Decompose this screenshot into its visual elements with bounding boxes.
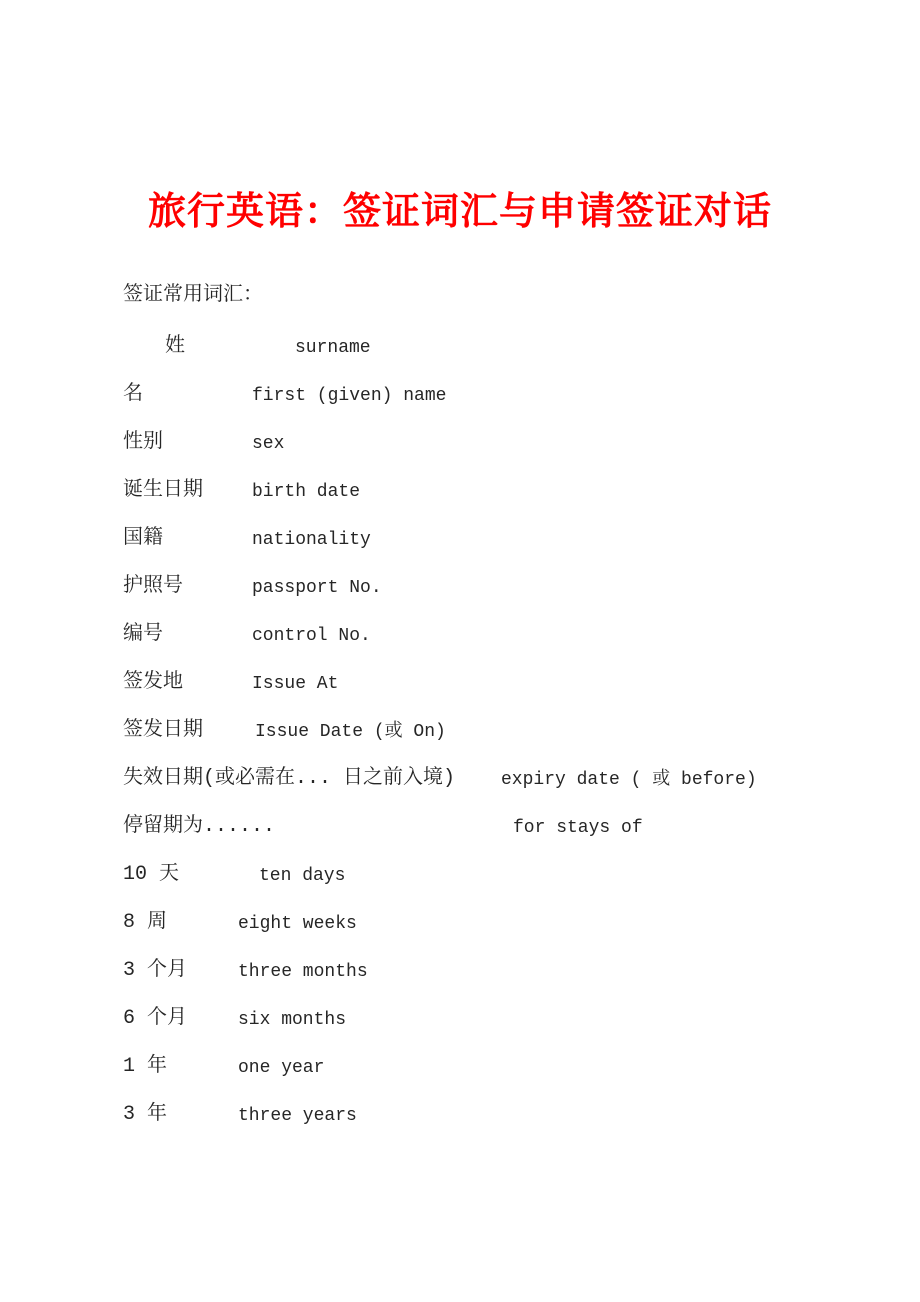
- term-en: Issue At: [252, 674, 339, 694]
- term-zh: 性别: [123, 431, 163, 454]
- vocab-row: [0, 528, 920, 576]
- vocab-row: [0, 480, 920, 528]
- vocab-row: [0, 816, 920, 864]
- vocab-row: [0, 384, 920, 432]
- term-zh: 签发日期: [123, 719, 203, 742]
- vocab-row: [0, 960, 920, 1008]
- vocab-row: [0, 1056, 920, 1104]
- term-zh: 姓: [165, 335, 185, 358]
- term-zh: 国籍: [123, 527, 163, 550]
- section-heading: 签证常用词汇：: [123, 284, 263, 307]
- term-en: passport No.: [252, 578, 382, 598]
- term-zh: 8 周: [123, 911, 168, 934]
- vocab-row: [0, 672, 920, 720]
- vocab-row: [0, 1104, 920, 1152]
- term-zh: 失效日期(或必需在... 日之前入境): [123, 767, 456, 790]
- term-en: expiry date ( 或 before): [501, 770, 757, 790]
- term-zh: 6 个月: [123, 1007, 188, 1030]
- term-en: six months: [238, 1010, 347, 1030]
- term-en: birth date: [252, 482, 361, 502]
- vocab-row: [0, 336, 920, 384]
- vocab-row: [0, 720, 920, 768]
- term-en: first (given) name: [252, 386, 447, 406]
- term-en: sex: [252, 434, 285, 454]
- term-zh: 诞生日期: [123, 479, 203, 502]
- term-en: nationality: [252, 530, 371, 550]
- vocab-row: [0, 1008, 920, 1056]
- term-en: ten days: [259, 866, 346, 886]
- term-zh: 护照号: [123, 575, 183, 598]
- term-en: Issue Date (或 On): [255, 722, 446, 742]
- term-zh: 编号: [123, 623, 163, 646]
- term-zh: 1 年: [123, 1055, 168, 1078]
- page-title: 旅行英语：签证词汇与申请签证对话: [147, 191, 772, 233]
- vocab-row: [0, 864, 920, 912]
- vocab-row: [0, 576, 920, 624]
- term-en: surname: [295, 338, 371, 358]
- term-zh: 签发地: [123, 671, 183, 694]
- vocab-row: [0, 624, 920, 672]
- term-zh: 名: [123, 383, 143, 406]
- vocab-row: [0, 432, 920, 480]
- term-en: for stays of: [513, 818, 643, 838]
- term-en: eight weeks: [238, 914, 357, 934]
- term-en: three months: [238, 962, 368, 982]
- term-en: three years: [238, 1106, 357, 1126]
- term-zh: 停留期为......: [123, 815, 276, 838]
- term-zh: 3 年: [123, 1103, 168, 1126]
- term-zh: 3 个月: [123, 959, 188, 982]
- vocab-row: [0, 912, 920, 960]
- term-zh: 10 天: [123, 863, 180, 886]
- term-en: one year: [238, 1058, 325, 1078]
- term-en: control No.: [252, 626, 371, 646]
- vocab-row: [0, 768, 920, 816]
